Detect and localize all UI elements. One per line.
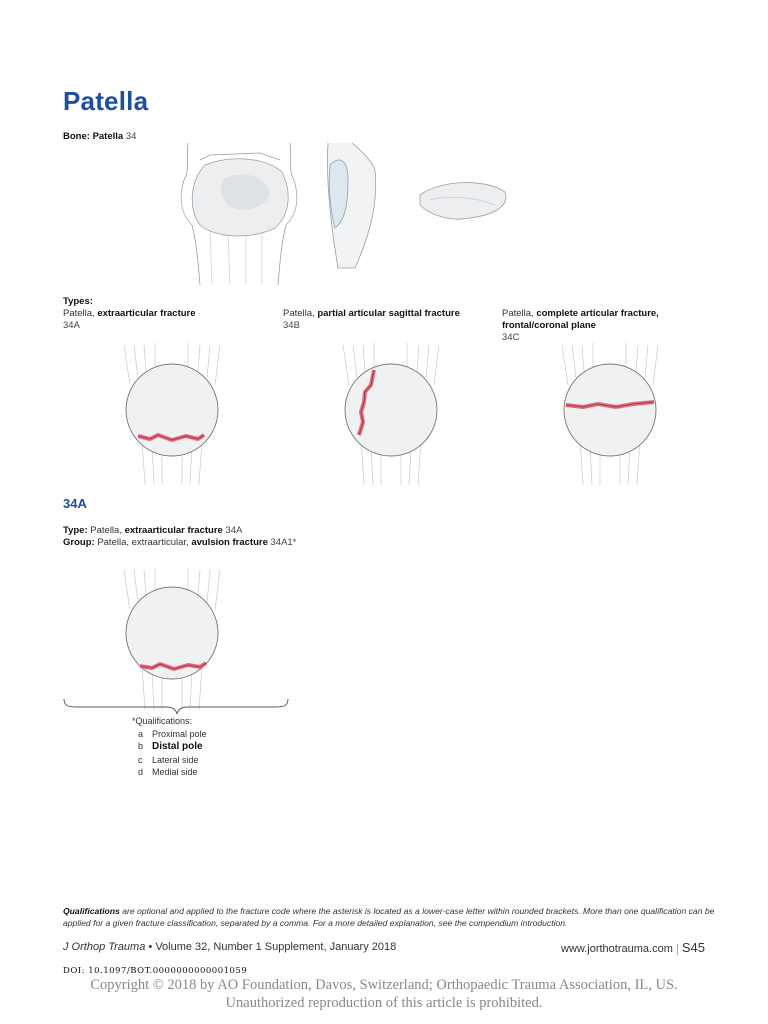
type-34b-caption [283, 308, 493, 332]
footnote-lead: Qualifications [63, 906, 120, 916]
type-34c-name: complete articular fracture, [536, 308, 659, 319]
copyright-notice [0, 976, 768, 1012]
type-34a-name: extraarticular fracture [97, 308, 196, 319]
type-34c-code: 34C [502, 332, 520, 343]
footnote-text: are optional and applied to the fracture code where the asterisk is located as a lower-case letter within rounded brackets. More than one qualification can be applied for a given fracture classification, separated by a comma. For a more detailed explanation, see the compendium introduction. [63, 906, 715, 928]
journal-url[interactable]: www.jorthotrauma.com [561, 943, 673, 955]
group-line-code: 34A1* [270, 537, 297, 548]
group-line-name: avulsion fracture [191, 537, 268, 548]
page-number: S45 [681, 940, 705, 955]
journal-url-line: www.jorthotrauma.com | S45 [561, 940, 705, 955]
group-line-label: Group: [63, 537, 95, 548]
qualification-item: b Distal pole [138, 741, 203, 752]
page-title: Patella [63, 86, 149, 116]
bone-label: Bone: [63, 131, 90, 142]
patella-34a1-diagram [100, 565, 260, 715]
type-line-prefix: Patella, [90, 525, 122, 536]
type-34c-prefix: Patella, [502, 308, 534, 319]
type-line [63, 525, 242, 537]
qualifications-footnote [63, 905, 723, 929]
journal-issue: Volume 32, Number 1 Supplement, January 2018 [155, 941, 397, 953]
copyright-line-1: Copyright © 2018 by AO Foundation, Davos, Switzerland; Orthopaedic Trauma Association, IL, US. [90, 977, 678, 993]
qualifications-heading: *Qualifications: [132, 716, 193, 726]
type-34a-caption [63, 308, 273, 332]
qualifications-list [128, 715, 207, 779]
qualification-brace [62, 697, 292, 717]
bone-value: Patella [92, 131, 124, 142]
patella-34a-diagram [100, 340, 260, 490]
type-34a-code: 34A [63, 320, 80, 331]
type-line-code: 34A [225, 525, 243, 536]
group-line [63, 537, 296, 549]
types-heading: Types: [63, 296, 93, 307]
doi[interactable]: DOI: 10.1097/BOT.0000000000001059 [63, 966, 248, 976]
type-line-name: extraarticular fracture [124, 525, 223, 536]
qualification-item: a Proximal pole [138, 728, 207, 739]
qualification-item: d Medial side [138, 767, 198, 777]
patella-34b-diagram [319, 340, 479, 490]
type-34a-prefix: Patella, [63, 308, 95, 319]
type-34b-name: partial articular sagittal fracture [317, 308, 460, 319]
type-34c-caption [502, 308, 712, 344]
group-line-prefix: Patella, extraarticular, [97, 537, 189, 548]
journal-name: J Orthop Trauma [63, 941, 146, 953]
type-line-label: Type: [63, 525, 88, 536]
type-34b-code: 34B [283, 320, 300, 331]
journal-bullet: • [148, 941, 153, 953]
qualification-item: c Lateral side [138, 754, 199, 765]
section-heading: 34A [63, 496, 87, 511]
type-34c-name2: frontal/coronal plane [502, 320, 596, 331]
patella-34c-diagram [538, 340, 698, 490]
type-34b-prefix: Patella, [283, 308, 315, 319]
journal-citation [63, 941, 396, 953]
bone-code: 34 [125, 131, 137, 142]
bone-line [63, 131, 136, 143]
copyright-line-2: Unauthorized reproduction of this article is prohibited. [225, 995, 543, 1011]
